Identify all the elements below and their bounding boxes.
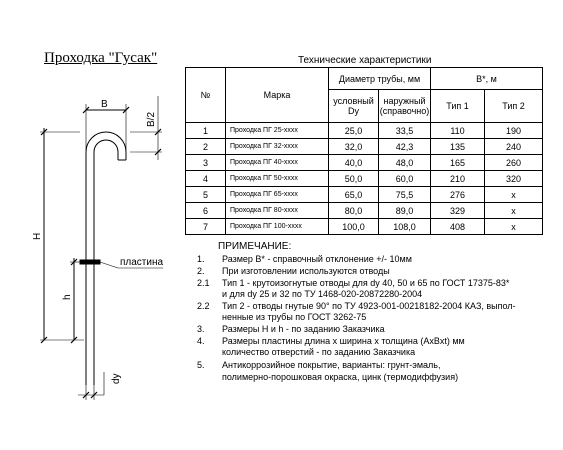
pipe-bend-inner bbox=[94, 140, 118, 152]
row-outer: 48,0 bbox=[379, 155, 431, 171]
row-dy: 50,0 bbox=[329, 171, 379, 187]
table-caption: Технические характеристики bbox=[298, 55, 432, 66]
dim-h-lower-label: h bbox=[62, 294, 73, 300]
head-type1: Тип 1 bbox=[431, 90, 485, 123]
gooseneck-drawing bbox=[0, 0, 200, 450]
row-outer: 89,0 bbox=[379, 203, 431, 219]
row-outer: 75,5 bbox=[379, 187, 431, 203]
head-marka: Марка bbox=[226, 68, 329, 123]
row-dy: 32,0 bbox=[329, 139, 379, 155]
plate-label: пластина bbox=[120, 257, 164, 268]
row-type1: 276 bbox=[431, 187, 485, 203]
row-num: 2 bbox=[186, 139, 226, 155]
row-marka: Проходка ПГ 32-хххх bbox=[226, 139, 329, 155]
note-text: Тип 2 - отводы гнутые 90° по ТУ 4923-001-00218182-2004 КАЗ, выпол- bbox=[222, 301, 516, 311]
note-number: 1. bbox=[197, 254, 205, 264]
pipe-bend-outer bbox=[86, 132, 126, 152]
row-dy: 100,0 bbox=[329, 219, 379, 235]
note-number: 5. bbox=[197, 360, 205, 370]
row-num: 1 bbox=[186, 123, 226, 139]
spec-table bbox=[185, 67, 543, 235]
row-type2: 320 bbox=[485, 171, 543, 187]
row-num: 6 bbox=[186, 203, 226, 219]
note-number: 4. bbox=[197, 336, 205, 346]
note-text: Тип 1 - крутоизогнутые отводы для dy 40, 50 и 65 по ГОСТ 17375-83* bbox=[222, 278, 510, 288]
table-row bbox=[186, 155, 543, 171]
row-outer: 33,5 bbox=[379, 123, 431, 139]
table-row bbox=[186, 123, 543, 139]
head-outer-line2: (справочно) bbox=[379, 106, 430, 116]
header-row-1 bbox=[186, 68, 543, 90]
page-title: Проходка "Гусак" bbox=[44, 50, 158, 66]
row-type1: 210 bbox=[431, 171, 485, 187]
head-diameter: Диаметр трубы, мм bbox=[329, 68, 431, 90]
note-number: 2. bbox=[197, 266, 205, 276]
row-dy: 25,0 bbox=[329, 123, 379, 139]
row-marka: Проходка ПГ 25-хххх bbox=[226, 123, 329, 139]
row-dy: 40,0 bbox=[329, 155, 379, 171]
notes-heading: ПРИМЕЧАНИЕ: bbox=[218, 241, 292, 252]
row-num: 3 bbox=[186, 155, 226, 171]
table-row bbox=[186, 187, 543, 203]
row-type1: 408 bbox=[431, 219, 485, 235]
dim-dy-label: dy bbox=[111, 373, 122, 384]
table-row bbox=[186, 219, 543, 235]
row-type2: 240 bbox=[485, 139, 543, 155]
dim-h-upper-label: H bbox=[32, 232, 43, 240]
head-num: № bbox=[186, 68, 226, 123]
row-type2: 260 bbox=[485, 155, 543, 171]
head-outer-line1: наружный bbox=[383, 96, 426, 106]
table-row bbox=[186, 203, 543, 219]
note-text: ненные из трубы по ГОСТ 3262-75 bbox=[222, 312, 367, 322]
note-number: 3. bbox=[197, 324, 205, 334]
note-text: Антикоррозийное покрытие, варианты: грунт-эмаль, bbox=[222, 360, 441, 370]
table-row bbox=[186, 171, 543, 187]
head-nominal-line2: Dy bbox=[348, 106, 359, 116]
row-type1: 135 bbox=[431, 139, 485, 155]
row-outer: 60,0 bbox=[379, 171, 431, 187]
row-dy: 65,0 bbox=[329, 187, 379, 203]
table-row bbox=[186, 139, 543, 155]
dim-b-half-label: B/2 bbox=[146, 111, 157, 127]
note-number: 2.2 bbox=[197, 301, 210, 311]
head-nominal-line1: условный bbox=[333, 96, 374, 106]
note-text: количество отверстий - по заданию Заказчика bbox=[222, 347, 416, 357]
row-num: 5 bbox=[186, 187, 226, 203]
note-text: При изготовлении используются отводы bbox=[222, 266, 390, 276]
row-outer: 42,3 bbox=[379, 139, 431, 155]
row-marka: Проходка ПГ 40-хххх bbox=[226, 155, 329, 171]
head-type2: Тип 2 bbox=[485, 90, 543, 123]
row-marka: Проходка ПГ 65-хххх bbox=[226, 187, 329, 203]
note-text: Размеры пластины длина х ширина х толщина (AxBxt) мм bbox=[222, 336, 465, 346]
note-text: Размеры H и h - по заданию Заказчика bbox=[222, 324, 385, 334]
note-number: 2.1 bbox=[197, 278, 210, 288]
row-type1: 110 bbox=[431, 123, 485, 139]
note-text: Размер В* - справочный отклонение +/- 10мм bbox=[222, 254, 412, 264]
dim-b-label: B bbox=[101, 99, 108, 110]
row-num: 4 bbox=[186, 171, 226, 187]
row-type1: 165 bbox=[431, 155, 485, 171]
row-type2: х bbox=[485, 203, 543, 219]
row-marka: Проходка ПГ 50-хххх bbox=[226, 171, 329, 187]
row-num: 7 bbox=[186, 219, 226, 235]
row-type2: х bbox=[485, 187, 543, 203]
row-marka: Проходка ПГ 80-хххх bbox=[226, 203, 329, 219]
row-type2: 190 bbox=[485, 123, 543, 139]
row-type1: 329 bbox=[431, 203, 485, 219]
note-text: и для dy 25 и 32 по ТУ 1468-020-20872280-2004 bbox=[222, 289, 423, 299]
row-marka: Проходка ПГ 100-хххх bbox=[226, 219, 329, 235]
head-outer bbox=[379, 90, 431, 123]
plate bbox=[80, 260, 100, 264]
head-nominal bbox=[329, 90, 379, 123]
row-dy: 80,0 bbox=[329, 203, 379, 219]
note-text: полимерно-порошковая окраска, цинк (термодиффузия) bbox=[222, 372, 459, 382]
row-type2: х bbox=[485, 219, 543, 235]
row-outer: 108,0 bbox=[379, 219, 431, 235]
head-b-star: B*, м bbox=[431, 68, 543, 90]
